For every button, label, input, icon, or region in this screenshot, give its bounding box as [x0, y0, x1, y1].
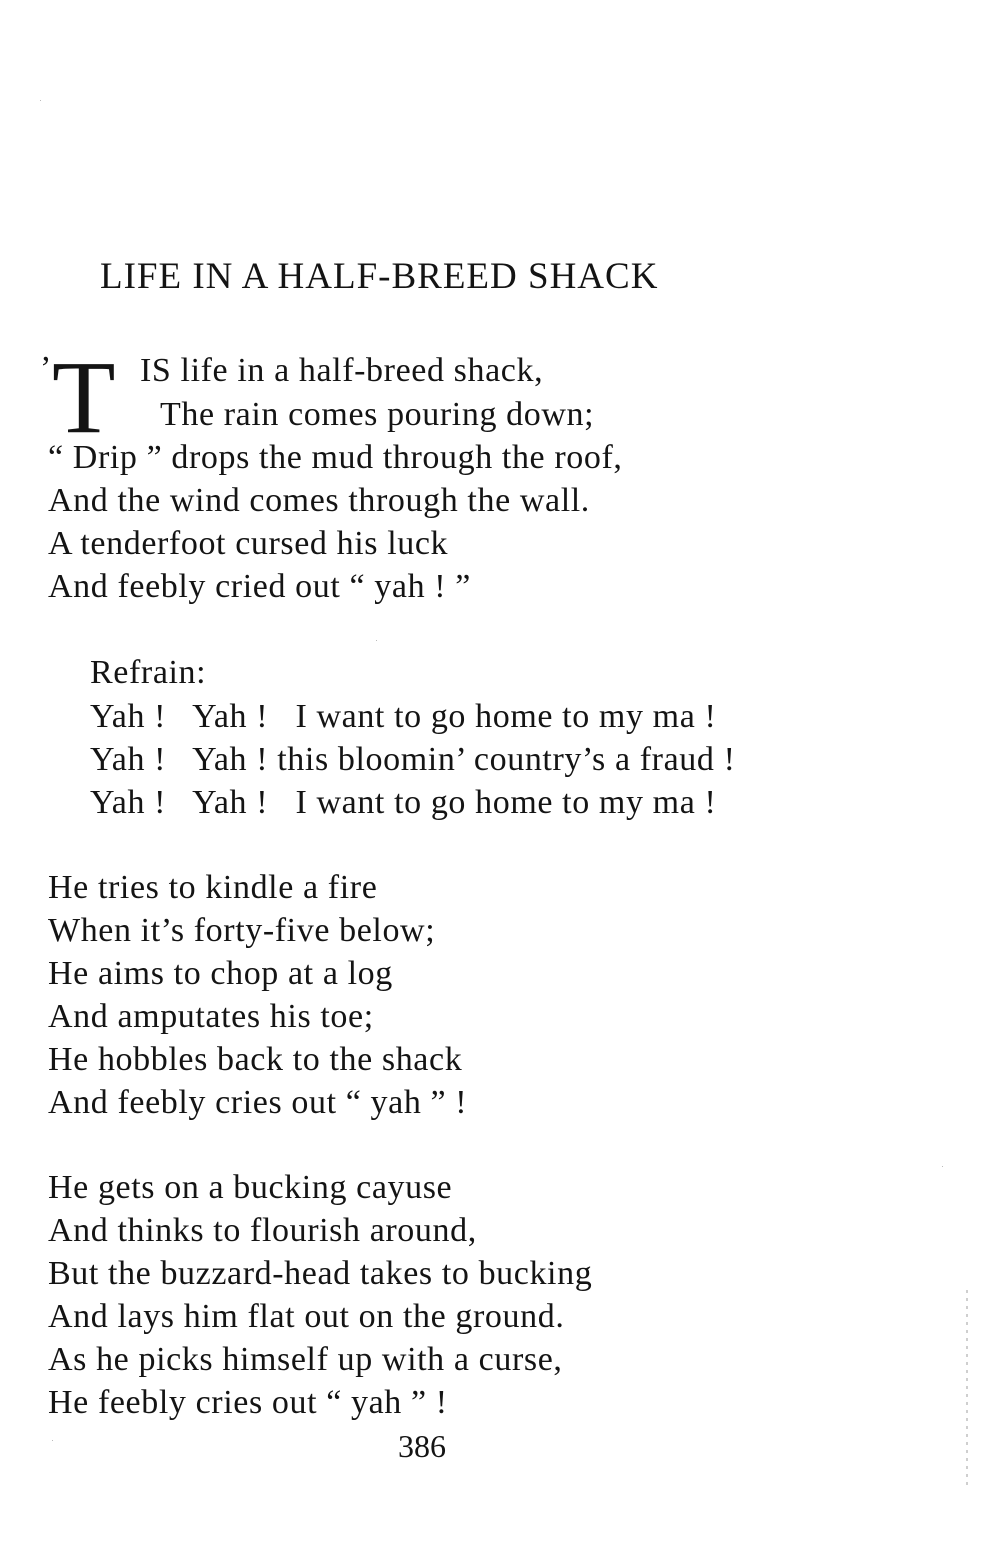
stanza1-line-1: IS life in a half-breed shack, — [140, 352, 544, 389]
scan-speck — [942, 1166, 943, 1167]
stanza3-line-1: He gets on a bucking cayuse — [48, 1169, 453, 1206]
drop-cap-apostrophe: ’ — [40, 350, 52, 387]
stanza2-line-4: And amputates his toe; — [48, 998, 374, 1035]
stanza1-line-4: And the wind comes through the wall. — [48, 482, 590, 519]
stanza2-line-6: And feebly cries out “ yah ” ! — [48, 1084, 468, 1121]
refrain-line-3: Yah ! Yah ! I want to go home to my ma ! — [90, 784, 717, 821]
drop-cap-letter: T — [52, 340, 116, 455]
stanza1-line-5: A tenderfoot cursed his luck — [48, 525, 449, 562]
stanza2-line-3: He aims to chop at a log — [48, 955, 393, 992]
stanza1-line-2: The rain comes pouring down; — [160, 396, 595, 433]
stanza1-line-3: “ Drip ” drops the mud through the roof, — [48, 439, 623, 476]
scan-speck — [376, 640, 377, 641]
poem-title: LIFE IN A HALF-BREED SHACK — [100, 256, 659, 297]
stanza2-line-2: When it’s forty-five below; — [48, 912, 436, 949]
refrain-label: Refrain: — [90, 654, 207, 691]
scan-speck — [40, 100, 41, 101]
stanza3-line-2: And thinks to flourish around, — [48, 1212, 477, 1249]
page-number: 386 — [398, 1428, 446, 1464]
stanza3-line-3: But the buzzard-head takes to bucking — [48, 1255, 593, 1292]
refrain-line-2: Yah ! Yah ! this bloomin’ country’s a fraud ! — [90, 741, 736, 778]
scan-edge-artifact — [966, 1290, 968, 1490]
stanza2-line-1: He tries to kindle a fire — [48, 869, 378, 906]
stanza3-line-6: He feebly cries out “ yah ” ! — [48, 1384, 448, 1421]
stanza2-line-5: He hobbles back to the shack — [48, 1041, 463, 1078]
refrain-line-1: Yah ! Yah ! I want to go home to my ma ! — [90, 698, 717, 735]
stanza3-line-4: And lays him flat out on the ground. — [48, 1298, 565, 1335]
scan-speck — [52, 1440, 53, 1441]
stanza3-line-5: As he picks himself up with a curse, — [48, 1341, 563, 1378]
stanza1-line-6: And feebly cried out “ yah ! ” — [48, 568, 471, 605]
